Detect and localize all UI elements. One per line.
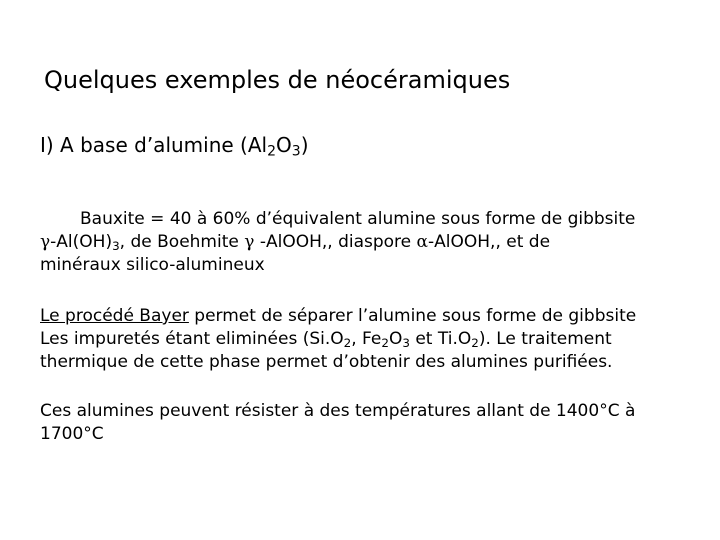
temperature-line-2: 1700°C — [40, 424, 104, 444]
temperature-line-1: Ces alumines peuvent résister à des températures allant de 1400°C à — [40, 401, 636, 421]
text-line — [40, 231, 635, 254]
subscript: 2 — [343, 335, 352, 350]
text-fragment: -Al(OH) — [50, 232, 113, 252]
text-line — [40, 208, 635, 231]
bauxite-paragraph — [40, 208, 635, 277]
page-title: Quelques exemples de néocéramiques — [44, 66, 511, 94]
text-fragment: , de Boehmite — [119, 232, 245, 252]
text-fragment: Les impuretés étant eliminées (Si.O — [40, 329, 344, 349]
subscript: 3 — [291, 143, 301, 160]
subscript: 2 — [267, 143, 277, 160]
bauxite-line-1: Bauxite = 40 à 60% d’équivalent alumine sous forme de gibbsite — [80, 209, 636, 229]
bayer-line-3: thermique de cette phase permet d’obtenir des alumines purifiées. — [40, 352, 613, 372]
bayer-paragraph — [40, 305, 636, 374]
text-fragment: , Fe — [351, 329, 382, 349]
subscript: 3 — [112, 238, 120, 253]
section-heading-text: I) A base d’alumine (Al — [40, 133, 268, 157]
text-fragment: permet de séparer l’alumine sous forme de gibbsite — [188, 306, 637, 326]
bauxite-line-3: minéraux silico-alumineux — [40, 255, 265, 275]
gamma-symbol: γ — [244, 232, 255, 252]
section-heading — [40, 133, 309, 160]
subscript: 2 — [381, 335, 389, 350]
text-fragment: -AlOOH,, et de — [428, 232, 551, 252]
section-heading-text: ) — [300, 133, 309, 157]
subscript: 3 — [402, 335, 410, 350]
text-fragment: O — [388, 329, 403, 349]
alpha-symbol: α — [416, 232, 429, 252]
subscript: 2 — [471, 335, 479, 350]
text-fragment: et Ti.O — [409, 329, 472, 349]
bayer-process-term: Le procédé Bayer — [40, 306, 189, 326]
temperature-paragraph — [40, 400, 635, 446]
text-fragment: -AlOOH,, diaspore — [254, 232, 417, 252]
section-heading-text: O — [276, 133, 292, 157]
text-fragment: ). Le traitement — [478, 329, 612, 349]
gamma-symbol: γ — [40, 232, 51, 252]
text-line — [40, 328, 636, 351]
text-line — [40, 305, 636, 328]
